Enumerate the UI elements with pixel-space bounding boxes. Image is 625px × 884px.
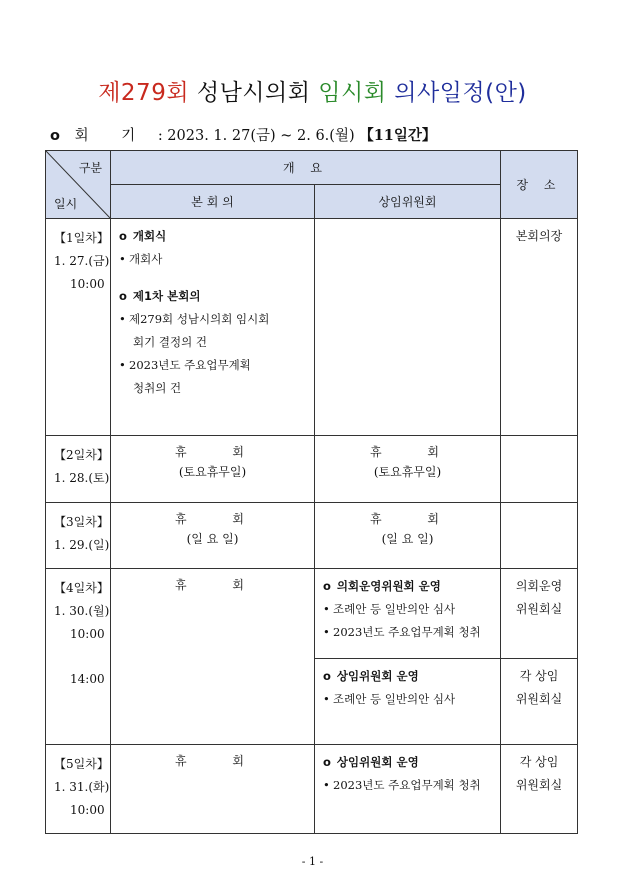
day1-item2-bullet1-cont: 회기 결정의 건 [133,335,207,349]
header-place: 장 소 [501,151,578,219]
day2-plenary-sub: (토요휴무일) [178,465,247,479]
header-corner [46,151,111,219]
day3-place [501,503,578,569]
day4-c1-bullet1: • 조례안 등 일반의안 심사 [323,602,456,616]
table-row-day3 [46,503,578,569]
day4-c1-bullet2: • 2023년도 주요업무계획 청취 [323,625,481,639]
day4-place2 [501,659,578,745]
day2-plenary [111,436,315,503]
day5-committee [315,745,501,834]
day2-date-cell [46,436,111,503]
header-ilsi: 일시 [54,197,78,211]
day5-plenary [111,745,315,834]
day2-label: 【2일차】 [54,448,109,462]
day3-date-cell [46,503,111,569]
day4-place1 [501,569,578,659]
page-number: - 1 - [301,855,324,868]
document-title [0,74,625,107]
day1-date: 1. 27.(금) [54,254,110,268]
title-session: 제279회 [98,80,190,106]
day2-committee-status: 휴 회 [370,445,445,459]
day2-committee [315,436,501,503]
title-agenda: 의사일정(안) [394,80,527,106]
day1-committee [315,219,501,436]
day3-plenary [111,503,315,569]
day1-item1-bullet: • 개회사 [119,252,163,266]
day1-item2-title: o 제1차 본회의 [119,289,201,303]
day4-plenary-status: 휴 회 [175,578,250,592]
table-row-day5 [46,745,578,834]
day4-place1-line2: 위원회실 [515,602,563,616]
day1-item2-bullet1: • 제279회 성남시의회 임시회 [119,312,270,326]
day1-item2-bullet2-cont: 청취의 건 [133,381,182,395]
day4-c2-title: o 상임위원회 운영 [323,669,419,683]
day5-place [501,745,578,834]
header-overview: 개 요 [111,151,501,185]
day5-place-line2: 위원회실 [515,778,563,792]
day4-c2-bullet1: • 조례안 등 일반의안 심사 [323,692,456,706]
day5-c-bullet1: • 2023년도 주요업무계획 청취 [323,778,481,792]
day5-plenary-status: 휴 회 [175,754,250,768]
day5-label: 【5일차】 [54,757,109,771]
day1-place: 본회의장 [501,219,578,436]
day5-place-line1: 각 상임 [519,755,559,769]
day2-committee-sub: (토요휴무일) [373,465,442,479]
day3-plenary-sub: (일 요 일) [186,532,239,546]
header-plenary: 본 회 의 [111,185,315,219]
schedule-table [45,150,578,834]
header-gubun: 구분 [78,161,102,175]
day5-c-title: o 상임위원회 운영 [323,755,419,769]
day1-item1-title: o 개회식 [119,229,167,243]
day3-committee-status: 휴 회 [370,512,445,526]
day3-plenary-status: 휴 회 [175,512,250,526]
day1-time: 10:00 [70,277,105,291]
day1-date-cell [46,219,111,436]
day5-date: 1. 31.(화) [54,780,110,794]
day4-date: 1. 30.(월) [54,604,110,618]
table-row-day4-am [46,569,578,659]
day4-place2-line2: 위원회실 [515,692,563,706]
period-bullet: o [50,128,60,144]
day2-place [501,436,578,503]
day3-date: 1. 29.(일) [54,538,110,552]
session-period [50,124,436,145]
day4-date-cell [46,569,111,745]
period-value: : 2023. 1. 27(금) ~ 2. 6.(월) [157,128,355,144]
day4-plenary [111,569,315,745]
title-council: 성남시의회 [196,80,311,106]
day3-label: 【3일차】 [54,515,109,529]
day4-committee2 [315,659,501,745]
day4-place2-line1: 각 상임 [519,669,559,683]
table-row-day2 [46,436,578,503]
title-extraordinary: 임시회 [318,80,387,106]
day1-plenary [111,219,315,436]
day5-date-cell [46,745,111,834]
period-label: 회 기 [74,128,150,144]
day4-place1-line1: 의회운영 [515,579,563,593]
day4-label: 【4일차】 [54,581,109,595]
day2-date: 1. 28.(토) [54,471,110,485]
day5-time: 10:00 [70,803,105,817]
day2-plenary-status: 휴 회 [175,445,250,459]
day4-committee1 [315,569,501,659]
day4-time1: 10:00 [70,627,105,641]
day4-c1-title: o 의회운영위원회 운영 [323,579,441,593]
table-row-day1 [46,219,578,436]
header-committee: 상임위원회 [315,185,501,219]
day3-committee [315,503,501,569]
day1-item2-bullet2: • 2023년도 주요업무계획 [119,358,251,372]
day3-committee-sub: (일 요 일) [381,532,434,546]
day1-label: 【1일차】 [54,231,109,245]
day4-time2: 14:00 [70,672,105,686]
period-total: 【11일간】 [359,127,437,144]
